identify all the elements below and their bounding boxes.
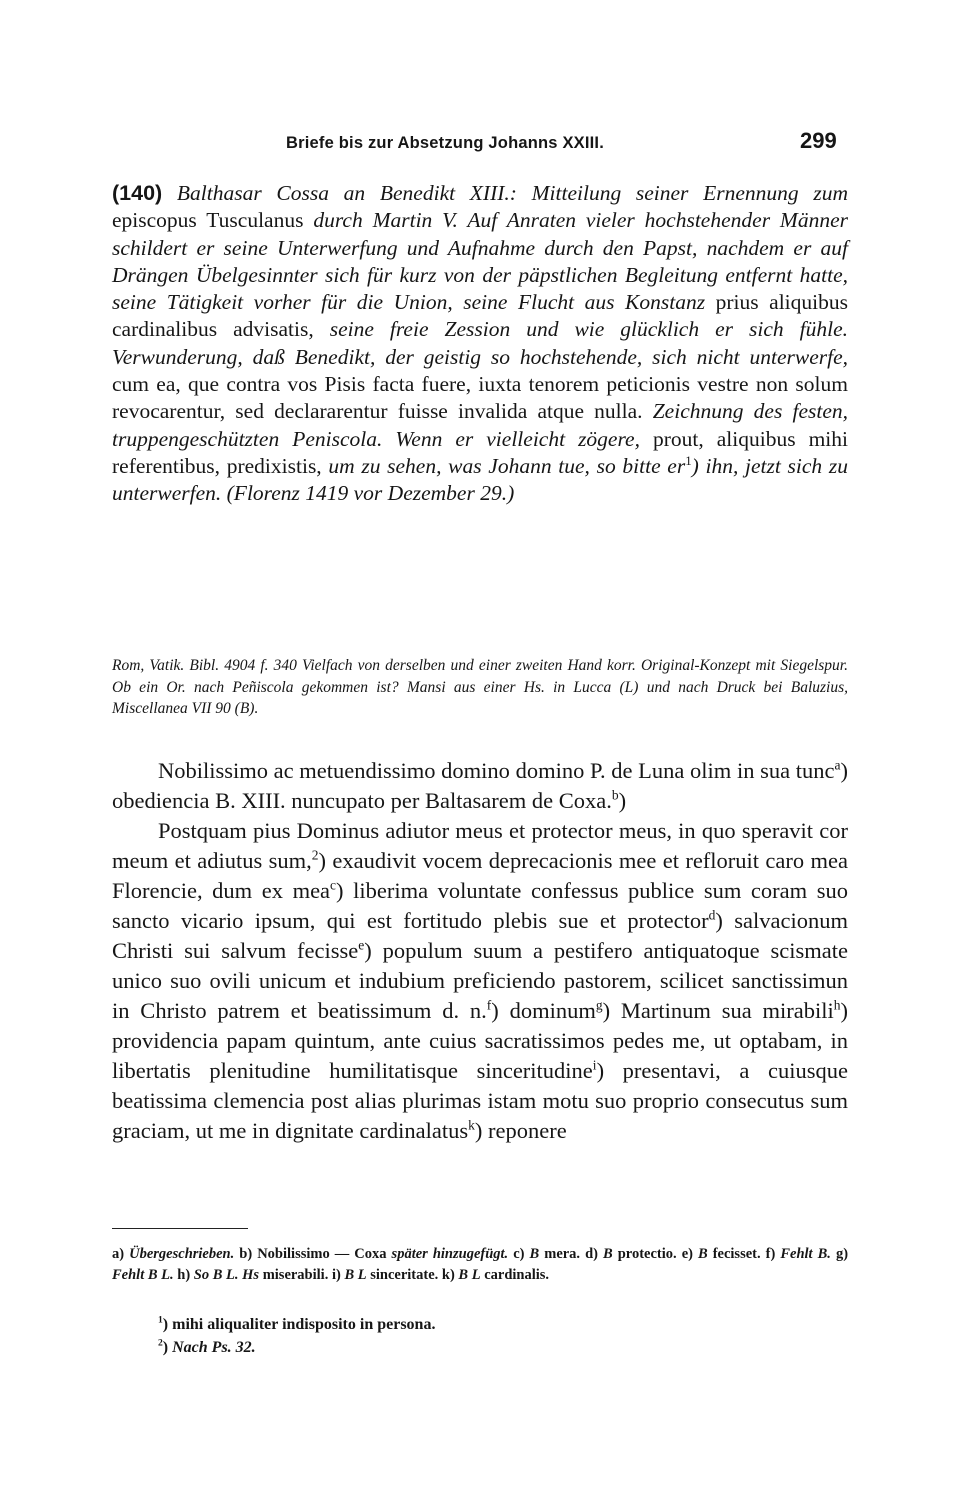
regest-summary [112, 180, 848, 508]
text-run: ) mihi aliqualiter indisposito in persona. [162, 1316, 436, 1333]
text-run: ) obediencia B. XIII. nuncupato per Baltasarem de Coxa. [112, 758, 848, 813]
apparatus-marker: c [330, 877, 337, 893]
apparatus-marker: a [834, 757, 841, 773]
text-run: ) dominum [491, 998, 596, 1023]
regest-latin-quote: episcopus Tusculanus [112, 208, 314, 233]
text-run: sinceritate. k) [366, 1267, 459, 1283]
regest-latin-quote: prius aliquibus cardinalibus advisatis, [112, 290, 848, 342]
critical-apparatus [112, 1244, 848, 1286]
text-run: ) populum suum a pestifero antiquatoque scismate unico suo ovili unicum et indubium preficiendo pastorem, scilicet sanctissimun in Christo patrem et beatissimum d. n. [112, 938, 848, 1023]
apparatus-marker: e [358, 937, 365, 953]
text-run: Nobilissimo ac metuendissimo domino domino P. de Luna olim in sua tunc [158, 758, 835, 783]
letter-text [112, 756, 848, 1146]
text-run: ) providencia papam quintum, ante cuius sacratissimos pedes me, ut optabam, in libertatis plenitudine humilitatisque sinceritudine [112, 998, 848, 1083]
text-run: ) liberima voluntate confessus publice sum coram suo sancto vicario ipsum, qui est fortitudo plebis sue et protector [112, 878, 848, 933]
text-run: B L [344, 1267, 367, 1283]
text-run: ) salvacionum Christi sui salvum fecisse [112, 908, 848, 963]
text-run: fecisset. f) [707, 1246, 781, 1262]
text-run: Fehlt B. [780, 1246, 831, 1262]
regest-text: durch Martin V. Auf Anraten vieler hochstehender Männer schildert er seine Unterwerfung und Aufnahme durch den Papst, nachdem er auf Drängen Übelgesinnter sich für kurz von der päpstlichen Begleitung entfernt hatte, seine Tätigkeit vorher für die Union, seine Flucht aus Konstanz [112, 208, 848, 315]
text-run: Übergeschrieben. [129, 1246, 235, 1262]
text-run: ) exaudivit vocem deprecacionis mee et refloruit caro mea Florencie, dum ex mea [112, 848, 848, 903]
text-run: a) [112, 1246, 130, 1262]
text-run: Postquam pius Dominus adiutor meus et protector meus, in quo speravit cor meum et adiutus sum, [112, 818, 848, 873]
text-run: ) [618, 788, 627, 813]
text-run: c) [508, 1246, 530, 1262]
text-run: B [698, 1246, 708, 1262]
text-run: ) reponere [474, 1118, 567, 1143]
text-run: g) [830, 1246, 849, 1262]
text-run: ) presentavi, a cuiusque beatissima clemencia post alias plurimas istam motu suo proprio consecutus sum graciam, ut me in dignitate cardinalatus [112, 1058, 848, 1143]
footnotes [112, 1313, 848, 1359]
regest-text: Balthasar Cossa an Benedikt XIII.: Mitteilung seiner Ernennung zum [176, 181, 849, 205]
text-run: B L [458, 1267, 481, 1283]
regest-latin-quote: prout, aliquibus mihi referentibus, predixistis, [112, 426, 849, 478]
regest-text: um zu sehen, was Johann tue, so bitte er [328, 453, 686, 478]
text-run: B [529, 1246, 540, 1262]
text-run: ) Martinum sua mirabili [602, 998, 834, 1023]
apparatus-marker: f [486, 997, 492, 1013]
text-run: später hinzugefügt. [391, 1246, 509, 1262]
footnote-marker: 1 [685, 453, 692, 468]
apparatus-marker: h [833, 997, 841, 1013]
letter-number: (140) [112, 181, 163, 205]
text-run: h) [173, 1267, 194, 1283]
apparatus-marker: b [611, 787, 619, 803]
regest-text: seine freie Zession und wie glücklich er sich fühle. Verwunderung, daß Benedikt, der geistig so hochstehende, sich nicht unterwerfe, [112, 317, 848, 369]
letter-body-paragraph [112, 816, 848, 1146]
text-run: mera. d) [539, 1246, 604, 1262]
text-run: miserabili. i) [259, 1267, 345, 1283]
text-run: cardinalis. [480, 1267, 550, 1283]
letter-address [112, 756, 848, 816]
footnote-2 [112, 1336, 848, 1359]
apparatus-marker: d [708, 907, 716, 923]
running-title: Briefe bis zur Absetzung Johanns XXIII. [286, 134, 604, 152]
apparatus-marker: k [468, 1117, 475, 1133]
text-run: B [603, 1246, 613, 1262]
text-run: ) [162, 1339, 173, 1356]
footnote-divider [112, 1228, 248, 1229]
text-run: b) Nobilissimo — Coxa [234, 1246, 392, 1262]
regest-text: Zeichnung des festen, truppengeschützten Peniscola. Wenn er vielleicht zögere, [112, 399, 849, 451]
source-note: Rom, Vatik. Bibl. 4904 f. 340 Vielfach von derselben und einer zweiten Hand korr. Original-Konzept mit Siegelspur. Ob ein Or. nach Peñiscola gekommen ist? Mansi aus einer Hs. in Lucca (L) und nach Druck bei Baluzius, Miscellanea VII 90 (B). [112, 657, 848, 717]
text-run: Fehlt B L. [112, 1267, 174, 1283]
footnote-1 [112, 1313, 848, 1336]
footnote-marker: 2 [311, 847, 319, 863]
apparatus-marker: g [595, 997, 603, 1013]
regest-latin-quote: cum ea, que contra vos Pisis facta fuere, iuxta tenorem peticionis vestre non solum revocarentur, sed declararentur fuisse invalida atque nulla. [112, 372, 848, 424]
regest-text: ) ihn, jetzt sich zu unterwerfen. (Florenz 1419 vor Dezember 29.) [112, 453, 848, 506]
footnote-number: 2 [158, 1337, 163, 1349]
text-run: So B L. Hs [193, 1267, 260, 1283]
page-number: 299 [800, 128, 837, 153]
footnote-number: 1 [158, 1314, 163, 1326]
text-run: protectio. e) [612, 1246, 698, 1262]
text-run: Nach Ps. 32. [172, 1339, 256, 1356]
apparatus-marker: i [592, 1057, 597, 1073]
